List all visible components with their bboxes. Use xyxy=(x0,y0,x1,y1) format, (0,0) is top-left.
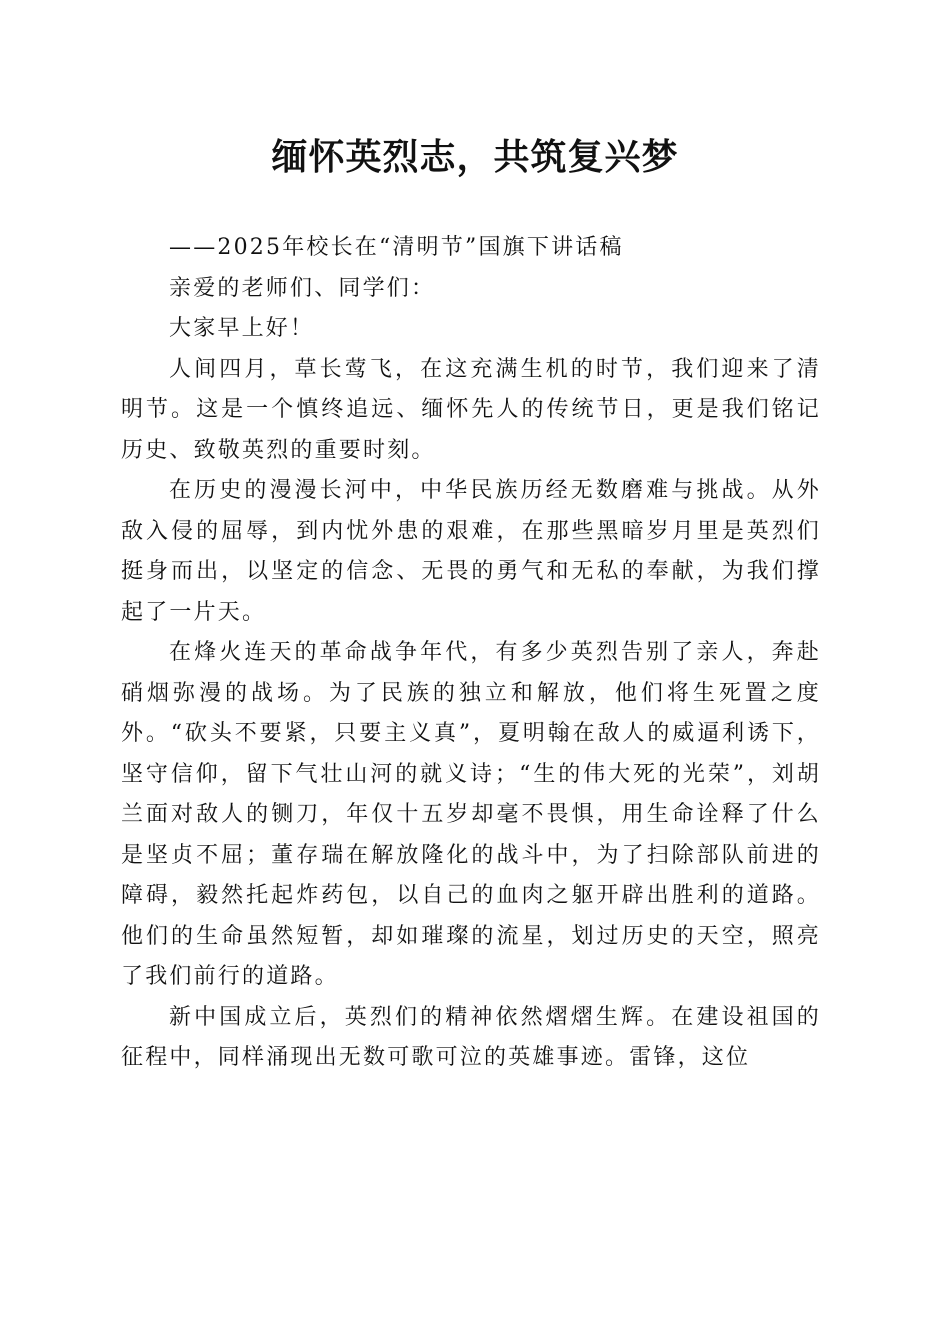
paragraph: 在烽火连天的革命战争年代，有多少英烈告别了亲人，奔赴硝烟弥漫的战场。为了民族的独立和解放，他们将生死置之度外。“砍头不要紧，只要主义真”，夏明翰在敌人的威逼利诱下，坚守信仰，留下气壮山河的就义诗；“生的伟大死的光荣”，刘胡兰面对敌人的铡刀，年仅十五岁却毫不畏惧，用生命诠释了什么是坚贞不屈；董存瑞在解放隆化的战斗中，为了扫除部队前进的障碍，毅然托起炸药包，以自己的血肉之躯开辟出胜利的道路。他们的生命虽然短暂，却如璀璨的流星，划过历史的天空，照亮了我们前行的道路。 xyxy=(121,640,821,989)
document-body xyxy=(121,228,821,1079)
paragraph: 人间四月，草长莺飞，在这充满生机的时节，我们迎来了清明节。这是一个慎终追远、缅怀先人的传统节日，更是我们铭记历史、致敬英烈的重要时刻。 xyxy=(121,356,821,463)
subtitle: ——2025年校长在“清明节”国旗下讲话稿 xyxy=(169,235,624,260)
document-title: 缅怀英烈志，共筑复兴梦 xyxy=(271,137,679,178)
greeting: 大家早上好！ xyxy=(169,316,315,341)
paragraph: 在历史的漫漫长河中，中华民族历经无数磨难与挑战。从外敌入侵的屈辱，到内忧外患的艰难，在那些黑暗岁月里是英烈们挺身而出，以坚定的信念、无畏的勇气和无私的奉献，为我们撑起了一片天。 xyxy=(121,478,821,625)
paragraph: 新中国成立后，英烈们的精神依然熠熠生辉。在建设祖国的征程中，同样涌现出无数可歌可泣的英雄事迹。雷锋，这位 xyxy=(121,1004,821,1070)
salutation: 亲爱的老师们、同学们： xyxy=(169,275,436,301)
